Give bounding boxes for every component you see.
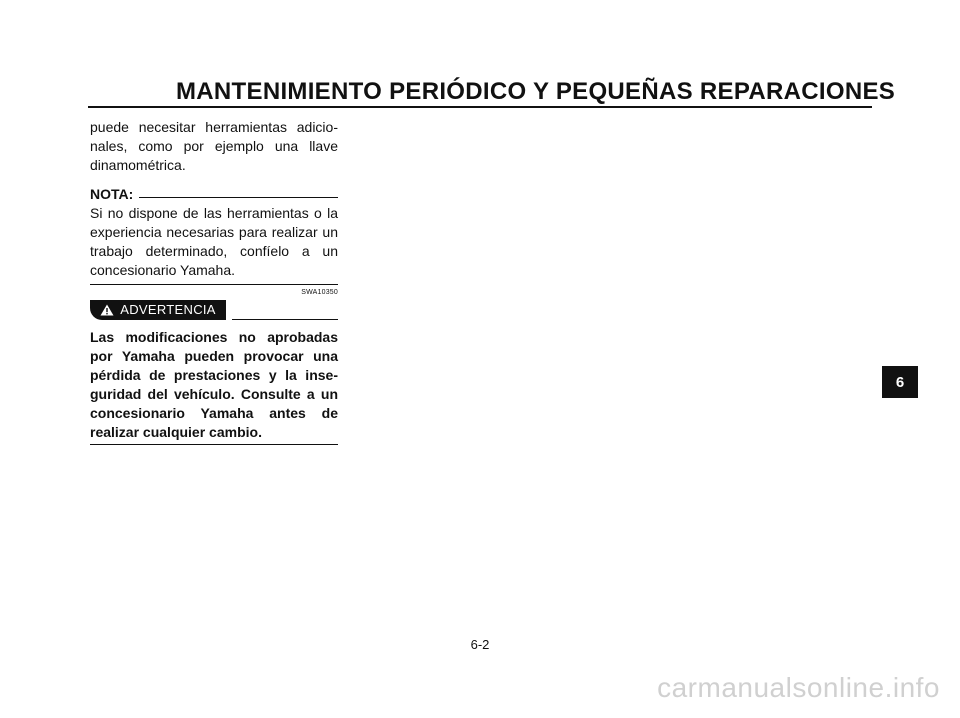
warning-paragraph: Las modificaciones no aprobadas por Yamaha pueden provocar una pérdida de prestaciones y la inse- guridad del vehículo. Consulte a un concesionario Yamaha antes de realizar cualquier cambio.	[90, 329, 338, 440]
note-label: NOTA:	[90, 186, 134, 202]
warning-rule	[232, 319, 338, 320]
watermark: carmanualsonline.info	[657, 672, 940, 703]
warning-code: SWA10350	[301, 289, 338, 296]
note-end-rule	[90, 284, 338, 285]
warning-label: ADVERTENCIA	[120, 302, 216, 317]
warning-triangle-icon	[100, 304, 114, 316]
warning-heading	[90, 300, 338, 320]
title-rule	[88, 106, 872, 108]
note-rule	[139, 197, 338, 198]
intro-paragraph: puede necesitar herramientas adicio- nales, como por ejemplo una llave dinamométrica.	[90, 119, 338, 173]
page-number: 6-2	[470, 637, 490, 652]
chapter-tab: 6	[882, 366, 918, 398]
note-heading	[90, 185, 338, 204]
page-title: MANTENIMIENTO PERIÓDICO Y PEQUEÑAS REPARACIONES	[176, 78, 896, 105]
warning-badge	[90, 300, 226, 320]
text-column	[90, 118, 338, 445]
warning-end-rule	[90, 444, 338, 445]
note-paragraph: Si no dispone de las herramientas o la experiencia necesarias para realizar un trabajo determinado, confíelo a un concesionario Yamaha.	[90, 205, 338, 278]
